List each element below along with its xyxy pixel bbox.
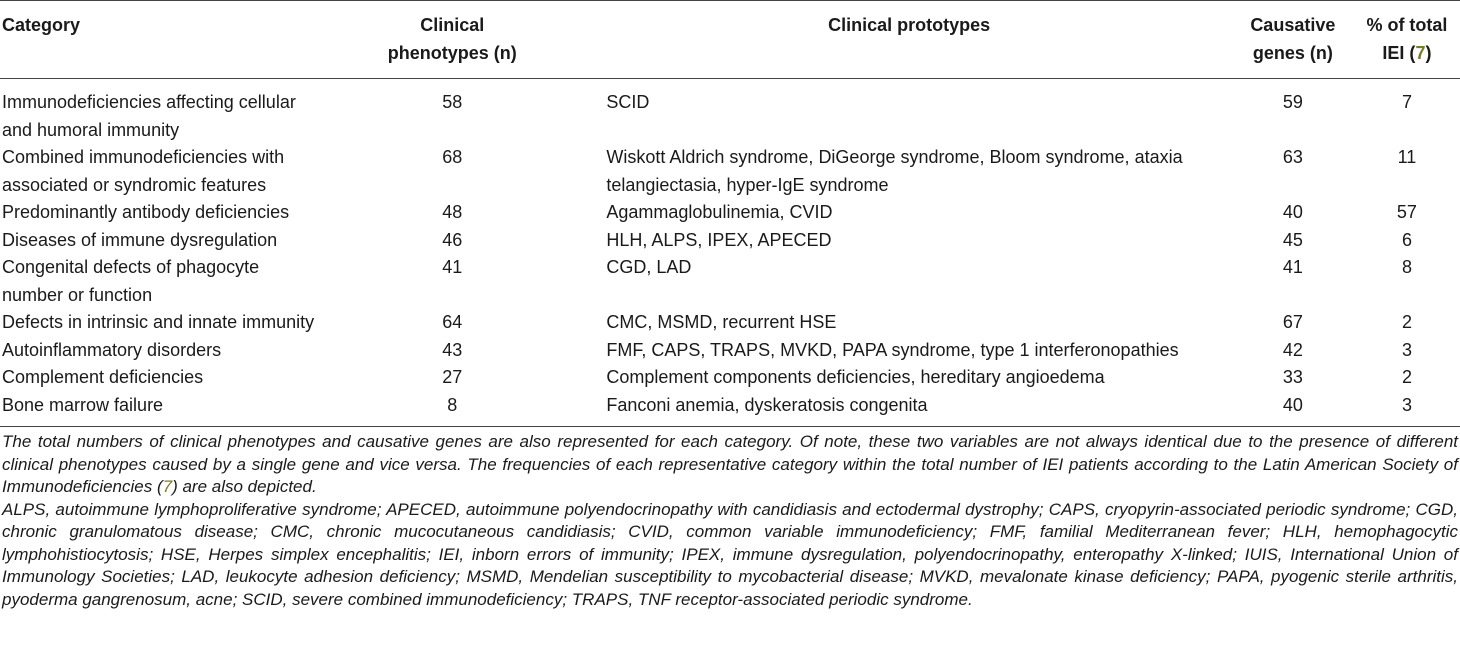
table-row [0,337,1460,365]
cell-category: Diseases of immune dysregulation [2,229,278,250]
footnote-abbreviations: ALPS, autoimmune lymphoproliferative syndrome; APECED, autoimmune polyendocrinopathy with candidiasis and ectodermal dystrophy; CAPS, cryopyrin-associated periodic syndrome; CGD, chronic granulomatous disease; CMC, chronic mucocutaneous candidiasis; CVID, common variable immunodeficiency; FMF, familial Mediterranean fever; HLH, hemophagocytic lymphohistiocytosis; HSE, Herpes simplex encephalitis; IEI, inborn errors of immunity; IPEX, immune dysregulation, polyendocrinopathy, enteropathy X-linked; IUIS, International Union of Immunology Societies; LAD, leukocyte adhesion deficiency; MSMD, Mendelian susceptibility to mycobacterial disease; MVKD, mevalonate kinase deficiency; PAPA, pyogenic sterile arthritis, pyoderma gangrenosum, acne; SCID, severe combined immunodeficiency; TRAPS, TNF receptor-associated periodic syndrome. [2,499,1458,609]
cell-genes: 40 [1282,394,1303,415]
cell-phenotypes: 43 [442,339,463,360]
header-pct-ref-link[interactable]: 7 [1415,42,1426,63]
cell-prototypes: Complement components deficiencies, hereditary angioedema [606,367,1105,387]
cell-pct: 11 [1397,147,1417,167]
header-pct-prefix: % of total IEI ( [1366,15,1448,63]
table-footnote [0,427,1460,611]
cell-pct: 2 [1401,367,1412,387]
table-row [0,364,1460,392]
cell-phenotypes: 68 [442,147,463,167]
cell-phenotypes: 64 [442,312,463,332]
cell-pct: 8 [1401,257,1412,277]
table-header [0,1,1460,79]
table-row [0,227,1460,255]
table-row [0,309,1460,337]
header-pct-text [1362,12,1452,67]
table-body [0,79,1460,427]
table-row [0,199,1460,227]
cell-pct: 57 [1396,202,1417,222]
footnote-text [2,431,1458,499]
cell-prototypes: Agammaglobulinemia, CVID [606,202,833,222]
cell-pct: 7 [1401,92,1412,112]
cell-prototypes: CGD, LAD [606,257,692,277]
table-row [0,392,1460,427]
cell-pct: 3 [1401,394,1412,415]
cell-category: Defects in intrinsic and innate immunity [2,312,315,332]
cell-prototypes: Wiskott Aldrich syndrome, DiGeorge syndrome, Bloom syndrome, ataxia telangiectasia, hyper-IgE syndrome [606,147,1183,195]
cell-genes: 67 [1282,312,1303,332]
cell-prototypes: FMF, CAPS, TRAPS, MVKD, PAPA syndrome, type 1 interferonopathies [606,339,1179,360]
cell-genes: 41 [1282,257,1303,277]
cell-pct: 3 [1401,339,1412,360]
cell-category: Immunodeficiencies affecting cellular and humoral immunity [2,92,296,140]
header-genes [1232,1,1354,79]
footnote-text-2: ) are also depicted. [172,477,317,496]
header-phenotypes-text: Clinical phenotypes (n) [387,15,517,63]
cell-phenotypes: 48 [442,202,463,222]
header-pct-suffix: ) [1425,42,1432,63]
cell-category: Combined immunodeficiencies with associated or syndromic features [2,147,285,195]
table-row [0,144,1460,199]
cell-phenotypes: 8 [447,394,458,415]
cell-phenotypes: 46 [442,229,463,250]
cell-pct: 2 [1401,312,1412,332]
cell-category: Bone marrow failure [2,394,164,415]
table-row [0,254,1460,309]
header-phenotypes [318,1,586,79]
cell-phenotypes: 58 [442,92,463,112]
cell-genes: 40 [1282,202,1303,222]
header-prototypes: Clinical prototypes [828,15,991,35]
cell-genes: 45 [1282,229,1303,250]
cell-prototypes: HLH, ALPS, IPEX, APECED [606,229,832,250]
cell-prototypes: CMC, MSMD, recurrent HSE [606,312,837,332]
cell-phenotypes: 27 [442,367,463,387]
header-row [0,1,1460,79]
header-genes-text: Causative genes (n) [1250,15,1336,63]
header-category: Category [2,15,81,35]
cell-genes: 42 [1282,339,1303,360]
cell-pct: 6 [1401,229,1412,250]
footnote-ref-link[interactable]: 7 [162,477,173,496]
cell-category: Congenital defects of phagocyte number or function [2,257,260,305]
cell-prototypes: Fanconi anemia, dyskeratosis congenita [606,394,928,415]
header-pct [1354,1,1460,79]
table-row [0,79,1460,145]
cell-phenotypes: 41 [442,257,463,277]
cell-genes: 59 [1282,92,1303,112]
cell-category: Predominantly antibody deficiencies [2,202,290,222]
cell-genes: 33 [1282,367,1303,387]
cell-category: Autoinflammatory disorders [2,339,222,360]
cell-prototypes: SCID [606,92,650,112]
footnote-text-1: The total numbers of clinical phenotypes and causative genes are also represented for each category. Of note, these two variables are not always identical due to the presence of different clinical phenotypes caused by a single gene and vice versa. The frequencies of each representative category within the total number of IEI patients according to the Latin American Society of Immunodeficiencies ( [2,432,1458,496]
cell-genes: 63 [1282,147,1303,167]
cell-category: Complement deficiencies [2,367,204,387]
